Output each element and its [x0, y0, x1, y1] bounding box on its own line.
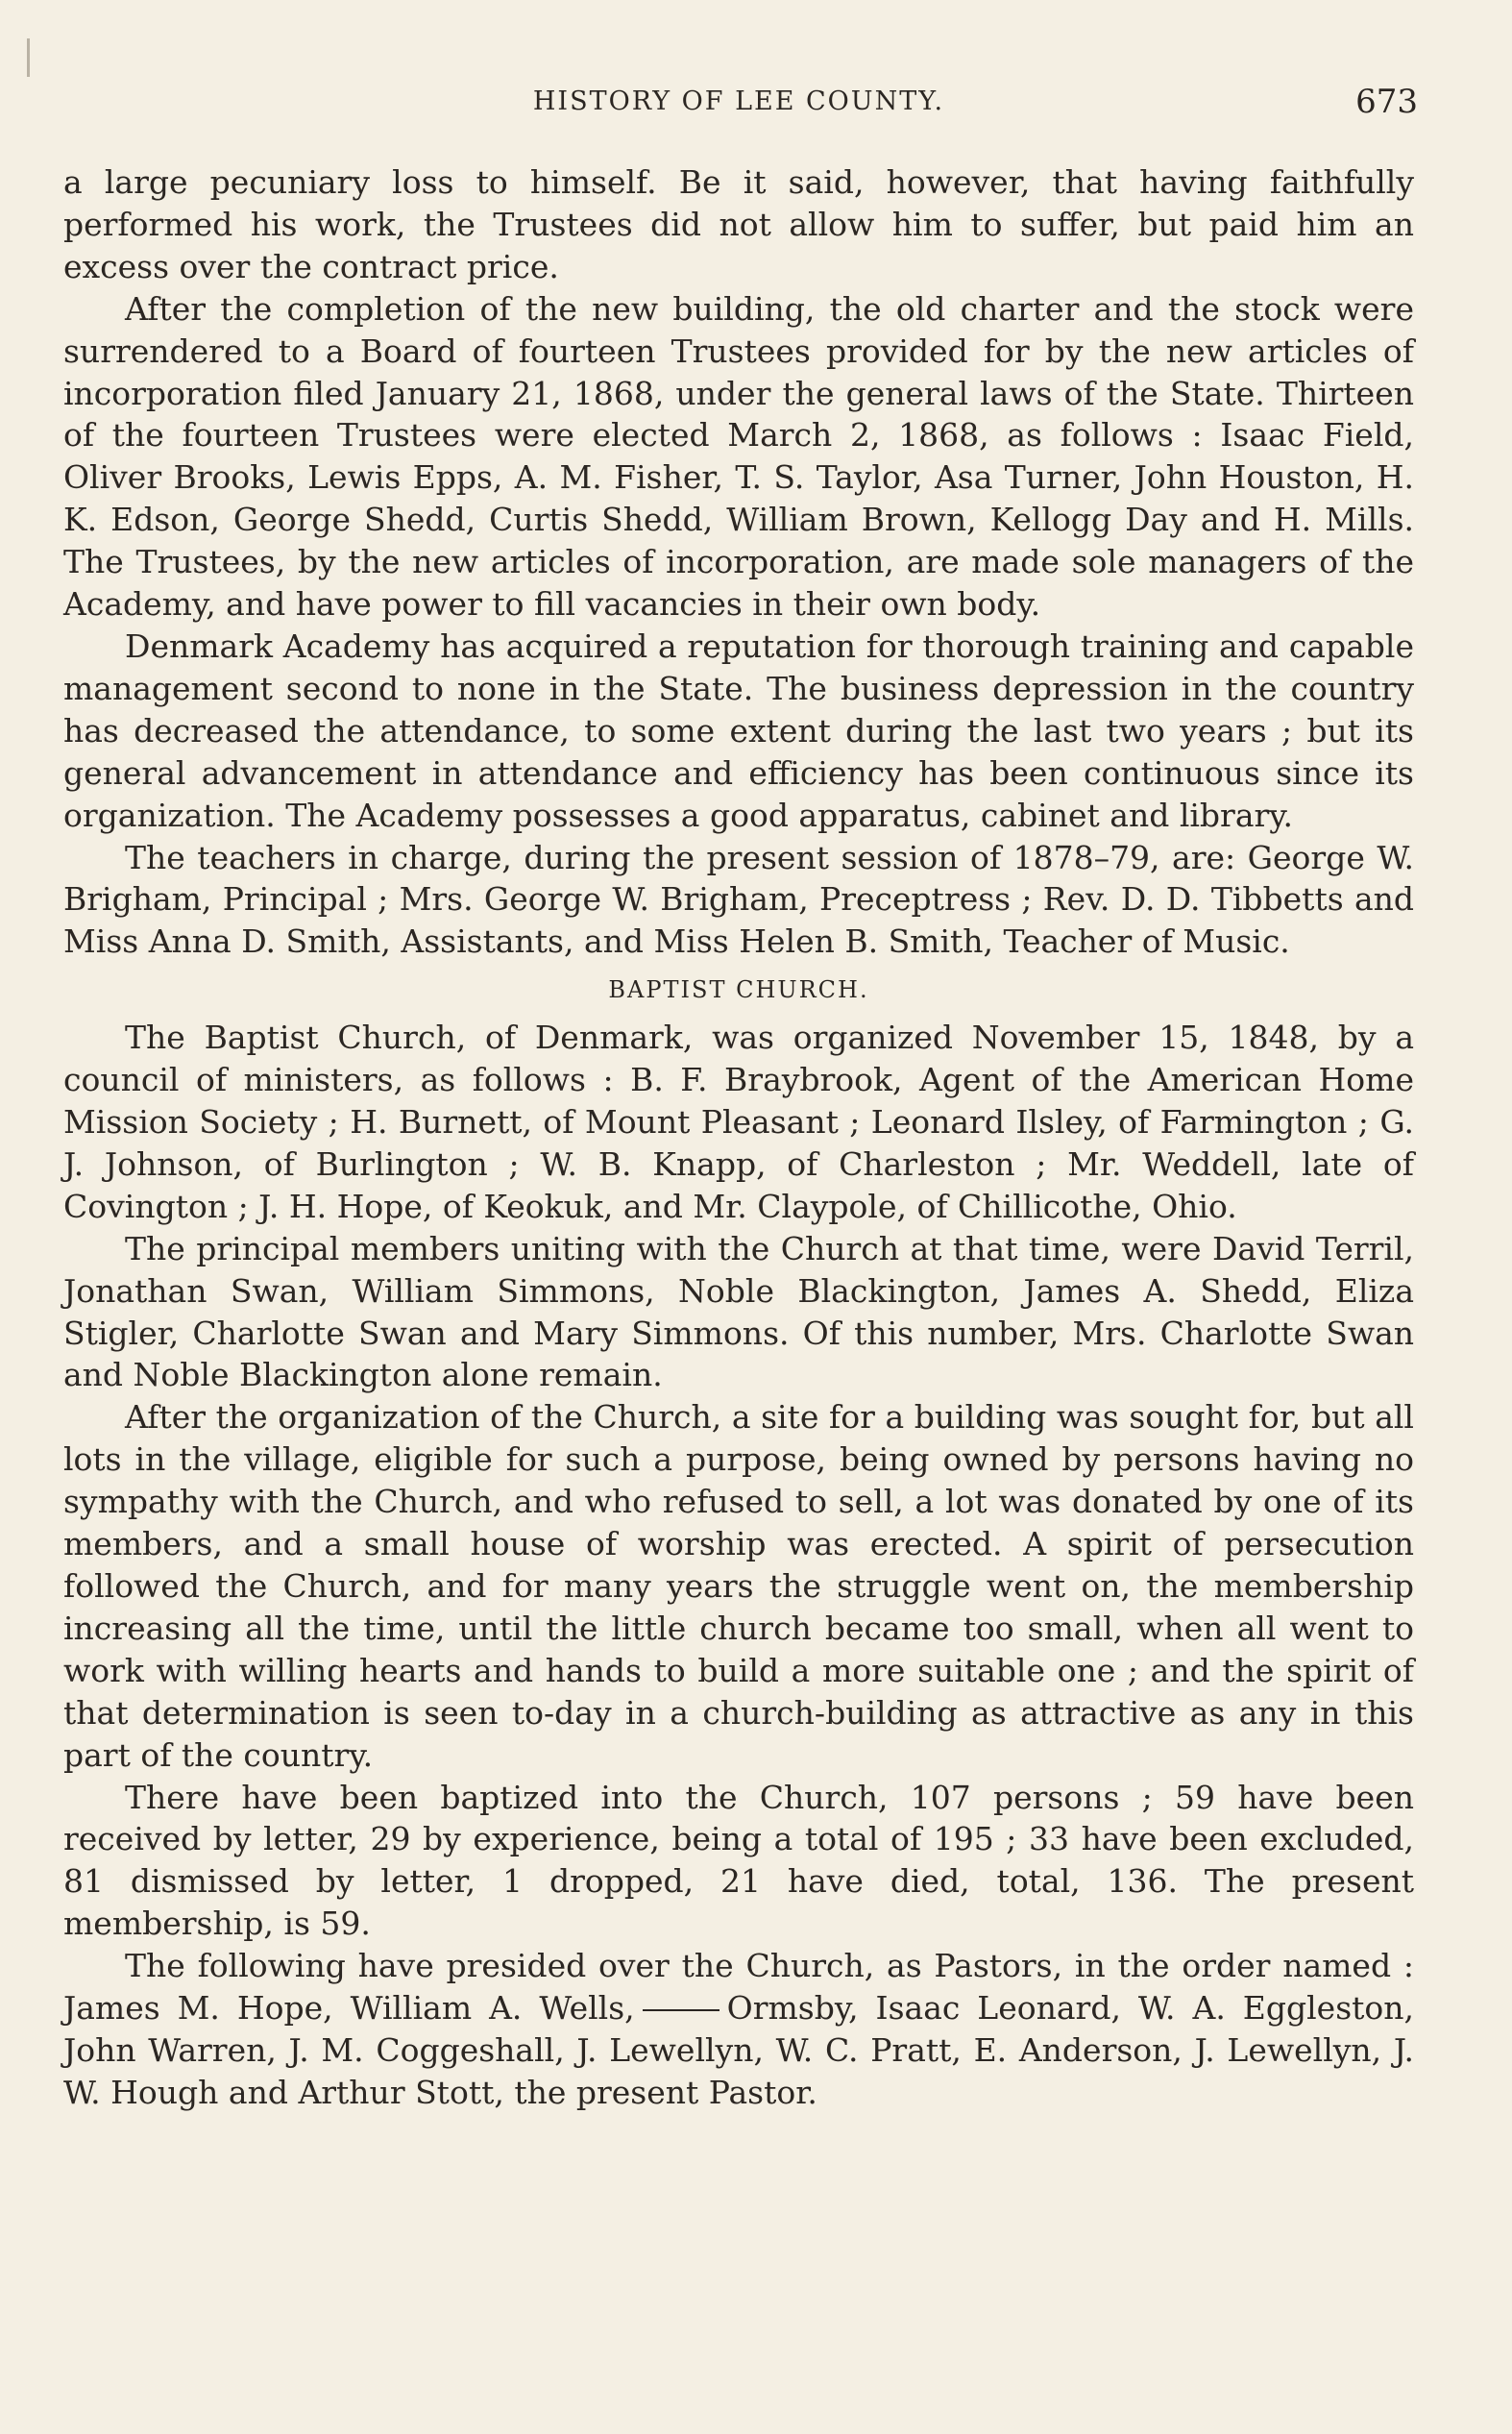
academy-paragraph: a large pecuniary loss to himself. Be it said, however, that having faithfully performed his work, the Trustees did not allow him to suffer, but paid him an excess over the contract price. — [63, 163, 1414, 285]
body-text — [63, 161, 1414, 2114]
pastors-text-end: Ormsby, Isaac Leonard, W. A. Eggleston, John Warren, J. M. Coggeshall, J. Lewellyn, W. C. Pratt, E. Anderson, J. Lewellyn, J. W. Hough and Arthur Stott, the present Pastor. — [63, 1989, 1414, 2111]
academy-paragraph: Denmark Academy has acquired a reputation for thorough training and capable management second to none in the State. The business depression in the country has decreased the attendance, to some extent during the last two years ; but its general advancement in attendance and efficiency has been continuous since its organization. The Academy possesses a good apparatus, cabinet and library. — [63, 627, 1414, 834]
pastors-text-start: The following have presided over the Church, as Pastors, in the order named : James M. Hope, William A. Wells, — [63, 1947, 1414, 2028]
running-title: HISTORY OF LEE COUNTY. — [532, 86, 945, 116]
baptist-paragraph: After the organization of the Church, a site for a building was sought for, but all lots in the village, eligible for such a purpose, being owned by persons having no sympathy with the Church, and who refused to sell, a lot was donated by one of its members, and a small house of worship was erected. A spirit of persecution followed the Church, and for many years the struggle went on, the membership increasing all the time, until the little church became too small, when all went to work with willing hearts and hands to build a more suitable one ; and the spirit of that determination is seen to-day in a church-building as attractive as any in this part of the country. — [63, 1398, 1414, 1774]
baptist-paragraph: The principal members uniting with the Church at that time, were David Terril, Jonathan Swan, William Simmons, Noble Blackington, James A. Shedd, Eliza Stigler, Charlotte Swan and Mary Simmons. Of this number, Mrs. Charlotte Swan and Noble Blackington alone remain. — [63, 1229, 1414, 1394]
baptist-paragraph: There have been baptized into the Church, 107 persons ; 59 have been received by letter, 29 by experience, being a total of 195 ; 33 have been excluded, 81 dismissed by letter, 1 dropped, 21 have died, total, 136. The present membership, is 59. — [63, 1778, 1414, 1943]
running-head — [63, 83, 1418, 121]
academy-paragraph: The teachers in charge, during the present session of 1878–79, are: George W. Brigham, Principal ; Mrs. George W. Brigham, Preceptress ; Rev. D. D. Tibbetts and Miss Anna D. Smith, Assistants, and Miss Helen B. Smith, Teacher of Music. — [63, 838, 1414, 961]
section-heading: BAPTIST CHURCH. — [608, 976, 869, 1004]
name-blank-dash — [643, 2009, 719, 2011]
page-number: 673 — [1355, 83, 1418, 121]
pastors-paragraph — [63, 1945, 1414, 2114]
academy-paragraph: After the completion of the new building, the old charter and the stock were surrendered to a Board of fourteen Trustees provided for by the new articles of incorporation filed January 21, 1868, under the general laws of the State. Thirteen of the fourteen Trustees were elected March 2, 1868, as follows : Isaac Field, Oliver Brooks, Lewis Epps, A. M. Fisher, T. S. Taylor, Asa Turner, John Houston, H. K. Edson, George Shedd, Curtis Shedd, William Brown, Kellogg Day and H. Mills. The Trustees, by the new articles of incorporation, are made sole managers of the Academy, and have power to fill vacancies in their own body. — [63, 289, 1414, 624]
page-edge-mark — [27, 38, 30, 77]
baptist-paragraph: The Baptist Church, of Denmark, was organized November 15, 1848, by a council of ministers, as follows : B. F. Braybrook, Agent of the American Home Mission Society ; H. Burnett, of Mount Pleasant ; Leonard Ilsley, of Farmington ; G. J. Johnson, of Burlington ; W. B. Knapp, of Charleston ; Mr. Weddell, late of Covington ; J. H. Hope, of Keokuk, and Mr. Claypole, of Chillicothe, Ohio. — [63, 1019, 1414, 1225]
